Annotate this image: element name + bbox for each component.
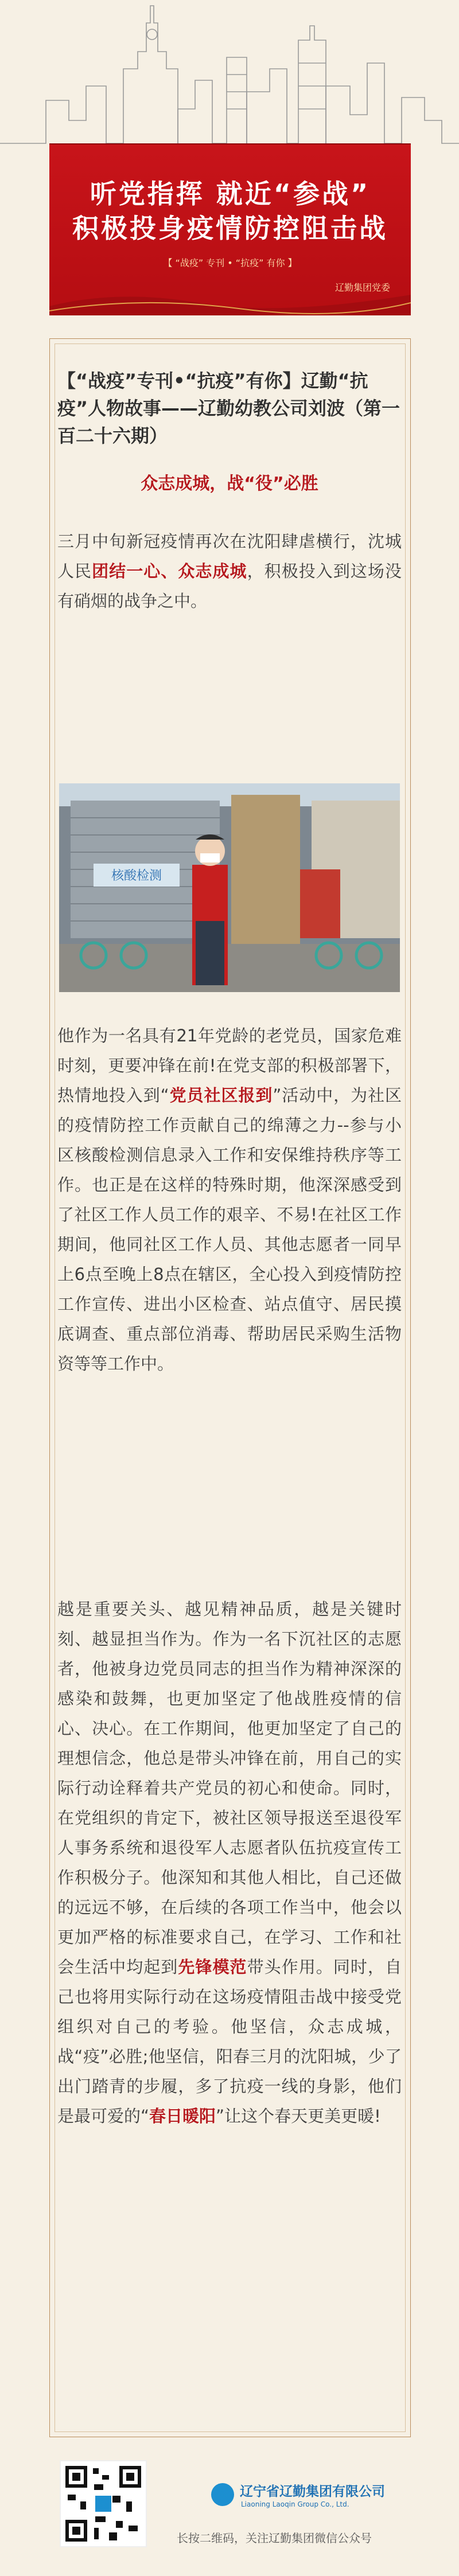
company-logo-icon bbox=[211, 2483, 234, 2506]
volunteer-photo bbox=[59, 783, 400, 992]
wechat-qr-code[interactable] bbox=[60, 2460, 147, 2547]
header-banner bbox=[49, 143, 411, 315]
article-subheading: 众志成城，战“役”必胜 bbox=[141, 474, 318, 494]
banner-headline-line2: 积极投身疫情防控阻击战 bbox=[72, 213, 388, 244]
paragraph-intro: 三月中旬新冠疫情再次在沈阳肆虐横行，沈城人民团结一心、众志成城，积极投入到这场没有硝烟的战争之中。 bbox=[57, 532, 402, 611]
banner-headline-line1: 听党指挥 就近“参战” bbox=[90, 178, 371, 209]
svg-text:核酸检测: 核酸检测 bbox=[111, 869, 162, 883]
banner-organization: 辽勤集团党委 bbox=[334, 282, 390, 293]
paragraph-volunteer-work: 他作为一名具有21年党龄的老党员，国家危难时刻，更要冲锋在前!在党支部的积极部署下，热情地投入到“党员社区报到”活动中，为社区的疫情防控工作贡献自己的绵薄之力--参与小区核酸检测信息录入工作和安保维持秩序等工作。也正是在这样的特殊时期，他深深感受到了社区工作人员工作的艰辛、不易!在社区工作期间，他同社区工作人员、其他志愿者一同早上6点至晚上8点在辖区，全心投入到疫情防控工作宣传、进出小区检查、站点值守、居民摸底调查、重点部位消毒、帮助居民采购生活物资等等工作中。 bbox=[57, 1026, 402, 1373]
article-title: 【“战疫”专刊•“抗疫”有你】辽勤“抗疫”人物故事——辽勤幼教公司刘波（第一百二十六期） bbox=[57, 370, 400, 447]
paragraph-reflection: 越是重要关头、越见精神品质，越是关键时刻、越显担当作为。作为一名下沉社区的志愿者，他被身边党员同志的担当作为精神深深的感染和鼓舞，也更加坚定了他战胜疫情的信心、决心。在工作期间，他更加坚定了自己的理想信念，他总是带头冲锋在前，用自己的实际行动诠释着共产党员的初心和使命。同时，在党组织的肯定下，被社区领导报送至退役军人事务系统和退役军人志愿者队伍抗疫宣传工作积极分子。他深知和其他人相比，自己还做的远远不够，在后续的各项工作当中，他会以更加严格的标准要求自己，在学习、工作和社会生活中均起到先锋模范带头作用。同时，自己也将用实际行动在这场疫情阻击战中接受党组织对自己的考验。他坚信，众志成城，战“疫”必胜;他坚信，阳春三月的沈阳城，少了出门踏青的步履，多了抗疫一线的身影，他们是最可爱的“春日暖阳”让这个春天更美更暖! bbox=[57, 1599, 402, 2126]
company-name-english: Liaoning Laoqin Group Co., Ltd. bbox=[241, 2500, 349, 2508]
city-skyline-illustration bbox=[0, 0, 459, 152]
company-name: 辽宁省辽勤集团有限公司 bbox=[240, 2484, 385, 2499]
banner-subtitle: 【 “战疫” 专刊 • “抗疫” 有你 】 bbox=[163, 257, 297, 268]
scan-instruction: 长按二维码，关注辽勤集团微信公众号 bbox=[177, 2531, 372, 2545]
